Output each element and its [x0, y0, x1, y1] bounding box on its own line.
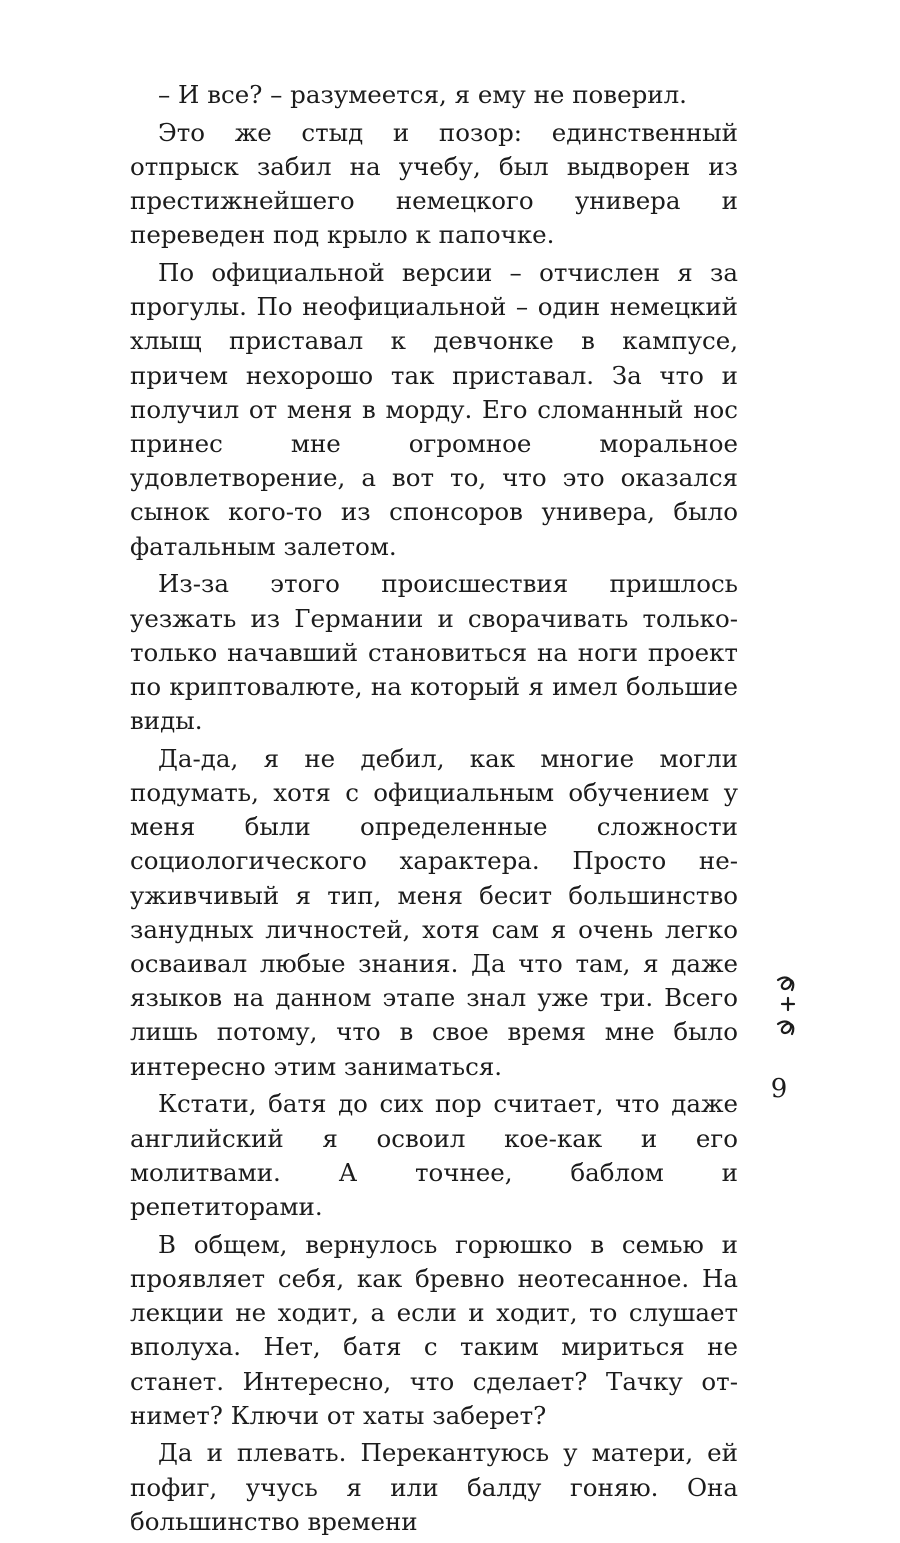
ornament-icon [768, 972, 808, 1044]
paragraph-3: По официальной версии – отчислен я за прогулы. По неофициальной – один немецкий хлыщ приставал к девчонке в кампусе, причем нехорошо так приставал. За что и получил от меня в морду. Его сломанный нос принес мне огромное моральное удовлетворение, а вот то, что это оказался сынок кого-то из спонсоров универа, было фатальным залетом. [130, 258, 738, 561]
paragraph-5: Да-да, я не дебил, как многие могли подумать, хотя с официальным обучением у меня были определенные сложности социологического характера. Просто неуживчивый я тип, меня бесит большинство занудных личностей, хотя сам я очень легко осваивал любые знания. Да что там, я даже языков на данном этапе знал уже три. Всего лишь потому, что в свое время мне было интересно этим заниматься. [130, 743, 738, 1081]
paragraph-6: Кстати, батя до сих пор считает, что даже английский я освоил кое-как и его молитвами. А точнее, баблом и репетиторами. [130, 1089, 738, 1221]
paragraph-1: – И все? – разумеется, я ему не поверил. [158, 80, 687, 109]
paragraph-7: В общем, вернулось горюшко в семью и проявляет себя, как бревно неотесанное. На лекции не ходит, а если и ходит, то слушает вполуха. Нет, батя с таким мириться не станет. Интересно, что сделает? Тачку отнимет? Ключи от хаты заберет? [130, 1229, 738, 1430]
paragraph-4: Из-за этого происшествия пришлось уезжать из Германии и сворачивать только-только начавший становиться на ноги проект по криптовалюте, на который я имел большие виды. [130, 569, 738, 736]
page-number: 9 [770, 1074, 788, 1104]
paragraph-8: Да и плевать. Перекантуюсь у матери, ей пофиг, учусь я или балду гоняю. Она большинство времени [130, 1438, 738, 1536]
page-body-text [130, 78, 738, 1543]
paragraph-2: Это же стыд и позор: единственный отпрыск забил на учебу, был выдворен из престижнейшего немецкого универа и переведен под крыло к папочке. [130, 117, 738, 250]
